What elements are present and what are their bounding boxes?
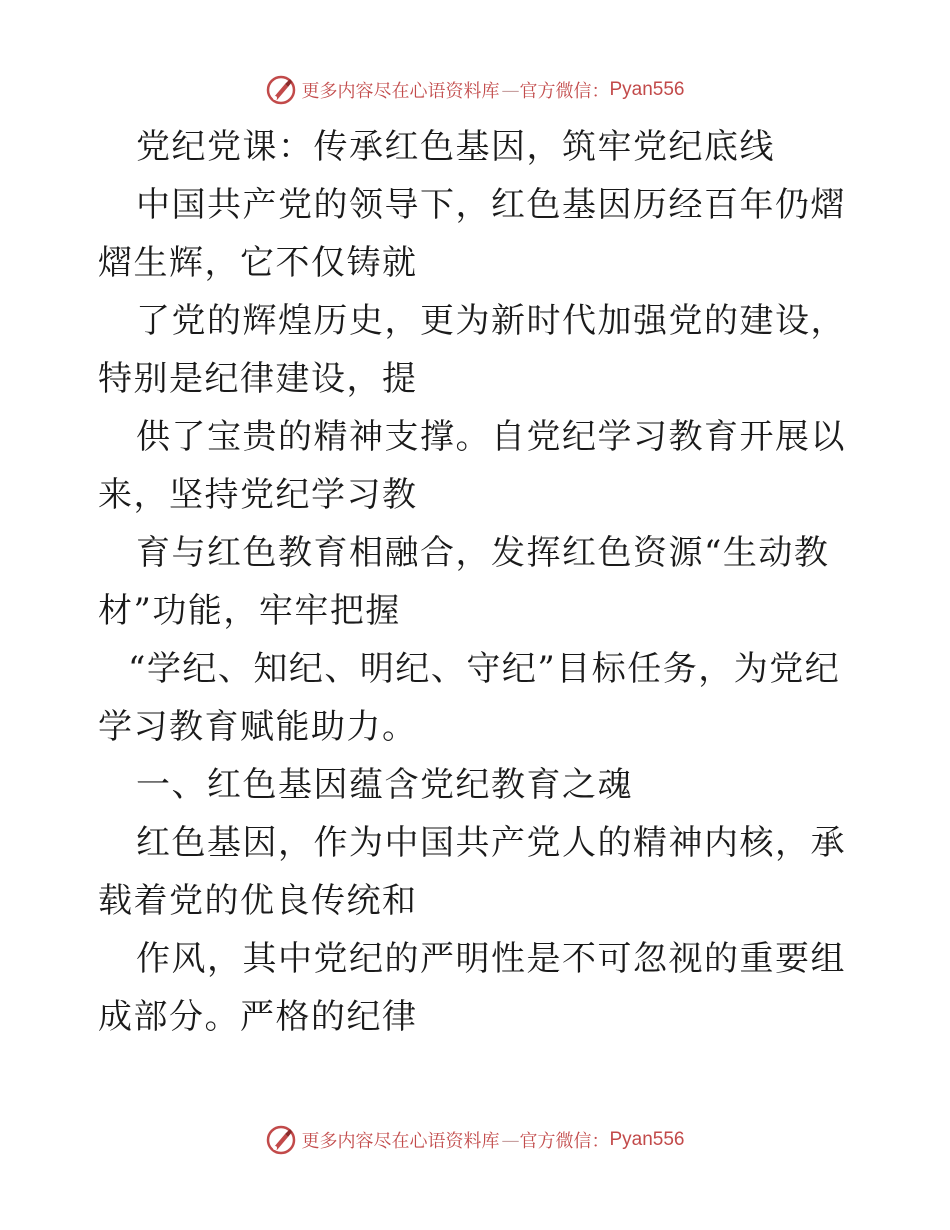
paragraph-line: 育与红色教育相融合，发挥红色资源“生动教材”功能，牢牢把握 bbox=[98, 533, 830, 631]
footer-brand-text: 更多内容尽在心语资料库 bbox=[301, 1131, 500, 1152]
header-brand-text: 更多内容尽在心语资料库 bbox=[301, 81, 500, 102]
footer-watermark bbox=[0, 1122, 950, 1158]
header-brand-separator: — bbox=[501, 79, 518, 101]
header-wechat-label: 官方微信： bbox=[519, 81, 610, 102]
footer-brand-separator: — bbox=[501, 1129, 518, 1151]
paragraph-line: “学纪、知纪、明纪、守纪”目标任务，为党纪学习教育赋能助力。 bbox=[98, 649, 841, 747]
pen-circle-logo-icon bbox=[265, 1124, 297, 1156]
paragraph-line: 红色基因，作为中国共产党人的精神内核，承载着党的优良传统和 bbox=[98, 823, 846, 921]
paragraph-line: 供了宝贵的精神支撑。自党纪学习教育开展以来，坚持党纪学习教 bbox=[98, 417, 846, 515]
footer-wechat-label: 官方微信： bbox=[519, 1131, 610, 1152]
paragraph-line: 作风，其中党纪的严明性是不可忽视的重要组成部分。严格的纪律 bbox=[98, 939, 846, 1037]
paragraph-line: 中国共产党的领导下，红色基因历经百年仍熠熠生辉，它不仅铸就 bbox=[98, 185, 846, 283]
document-title: 党纪党课：传承红色基因，筑牢党纪底线 bbox=[136, 127, 775, 167]
section-heading: 一、红色基因蕴含党纪教育之魂 bbox=[136, 765, 633, 805]
footer-wechat-id: Pyan556 bbox=[609, 1129, 685, 1150]
paragraph-line: 了党的辉煌历史，更为新时代加强党的建设，特别是纪律建设，提 bbox=[98, 301, 846, 399]
header-watermark bbox=[0, 72, 950, 108]
document-body bbox=[98, 118, 853, 1046]
pen-circle-logo-icon bbox=[265, 74, 297, 106]
header-wechat-id: Pyan556 bbox=[609, 79, 685, 100]
